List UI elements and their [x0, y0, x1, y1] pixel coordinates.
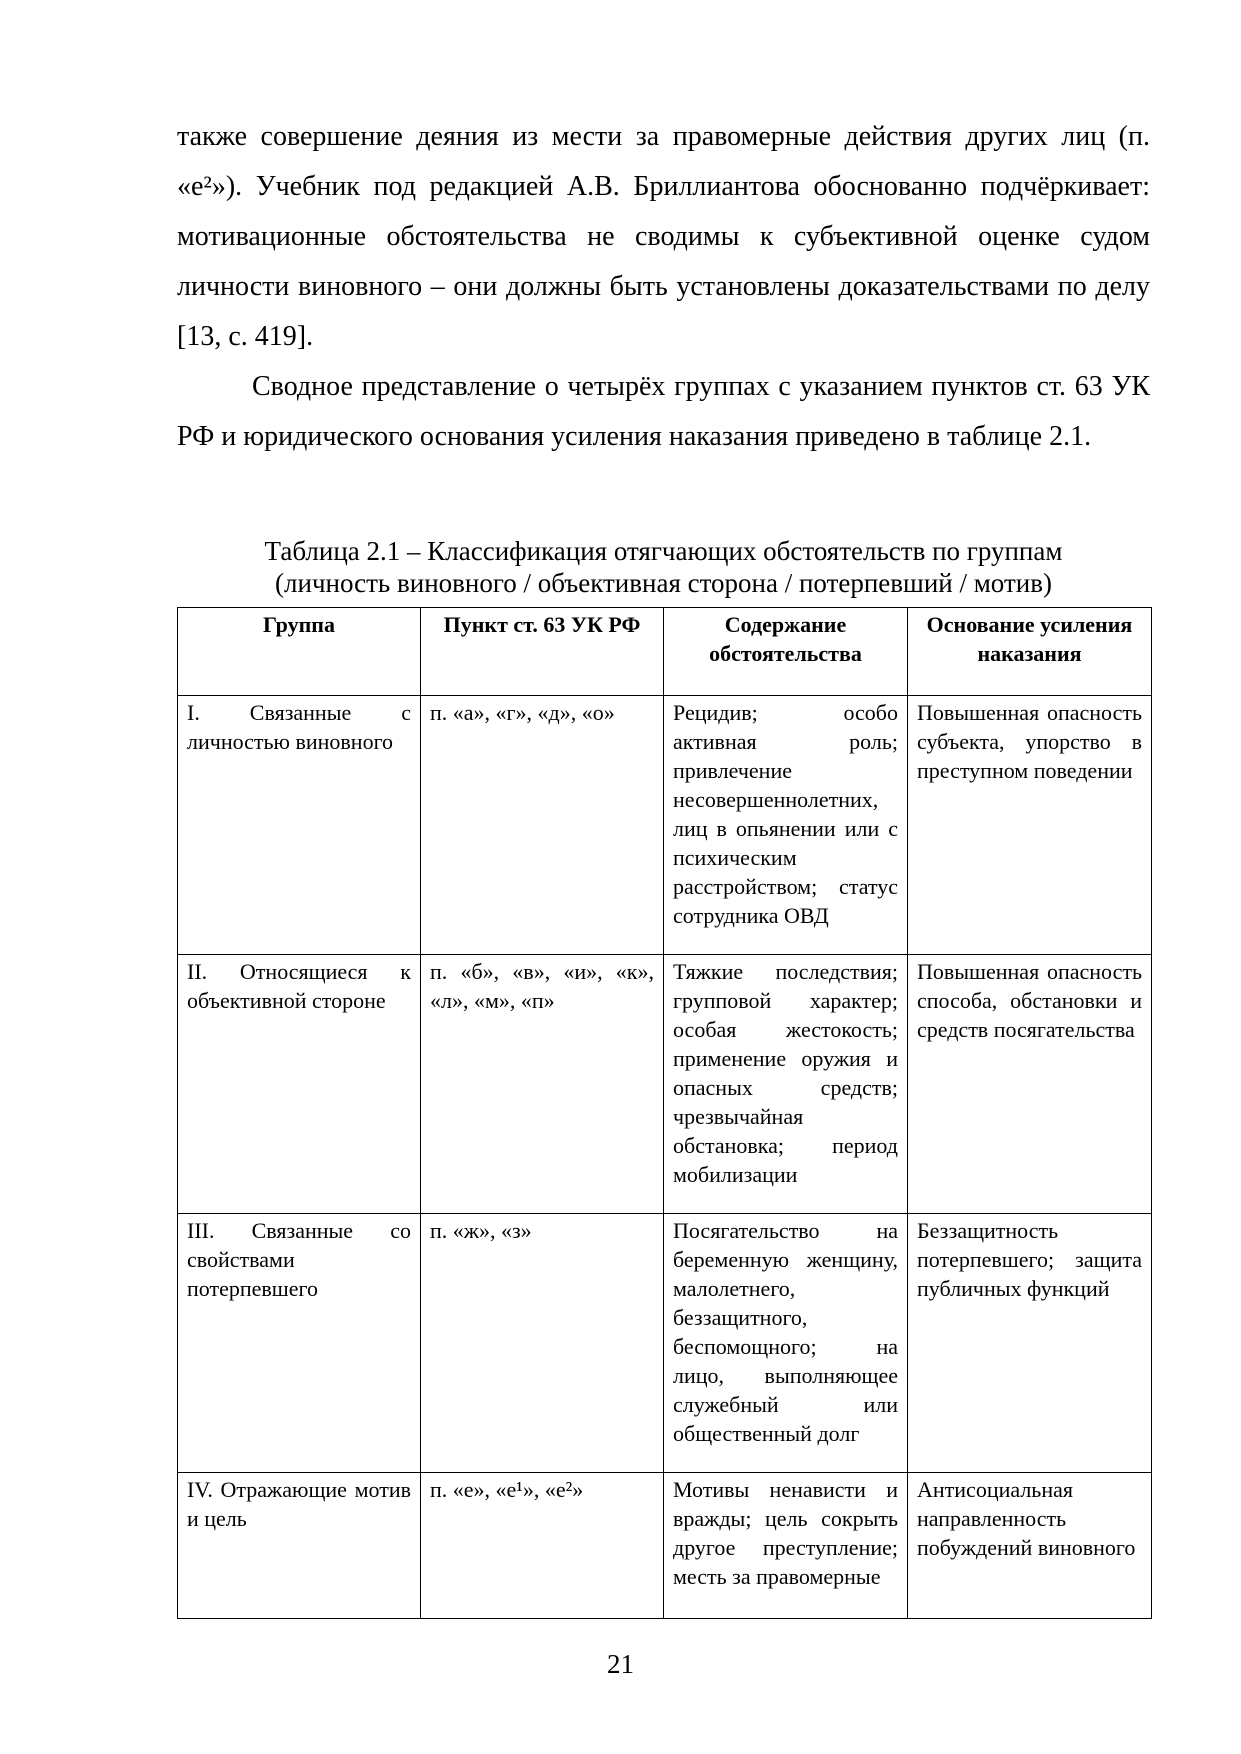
header-points: Пункт ст. 63 УК РФ — [421, 608, 664, 696]
cell-basis: Антисоциальная направленность побуждений виновного — [908, 1473, 1152, 1619]
cell-points: п. «ж», «з» — [421, 1214, 664, 1473]
page-number: 21 — [607, 1649, 634, 1679]
cell-content: Мотивы ненависти и вражды; цель сокрыть другое преступление; месть за правомерные — [673, 1477, 898, 1589]
cell-points: п. «б», «в», «и», «к», «л», «м», «п» — [421, 955, 664, 1214]
table-row — [178, 696, 1152, 955]
table-caption-line-2: (личность виновного / объективная сторона / потерпевший / мотив) — [275, 568, 1052, 598]
table-row — [178, 955, 1152, 1214]
cell-content: Посягательство на беременную женщину, малолетнего, беззащитного, беспомощного; на лицо, выполняющее служебный или общественный долг — [664, 1214, 908, 1473]
cell-points: п. «а», «г», «д», «о» — [421, 696, 664, 955]
table-header-row — [178, 608, 1152, 696]
cell-group: II. Относящиеся к объективной стороне — [178, 955, 421, 1214]
cell-points: п. «е», «е¹», «е²» — [421, 1473, 664, 1619]
cell-content: Тяжкие последствия; групповой характер; особая жестокость; применение оружия и опасных средств; чрезвычайная обстановка; период мобилизации — [664, 955, 908, 1214]
cell-content-wrap — [664, 1473, 908, 1619]
cell-basis: Беззащитность потерпевшего; защита публичных функций — [908, 1214, 1152, 1473]
cell-content: Рецидив; особо активная роль; привлечение несовершеннолетних, лиц в опьянении или с психическим расстройством; статус сотрудника ОВД — [664, 696, 908, 955]
table-caption — [177, 535, 1150, 599]
cell-group: III. Связанные со свойствами потерпевшего — [178, 1214, 421, 1473]
header-basis: Основание усиления наказания — [908, 608, 1152, 696]
cell-basis: Повышенная опасность субъекта, упорство в преступном поведении — [908, 696, 1152, 955]
header-group: Группа — [178, 608, 421, 696]
table-caption-line-1: Таблица 2.1 – Классификация отягчающих обстоятельств по группам — [264, 536, 1063, 566]
body-text — [177, 112, 1150, 462]
paragraph-1: также совершение деяния из мести за правомерные действия других лиц (п. «е²»). Учебник под редакцией А.В. Бриллиантова обоснованно подчёркивает: мотивационные обстоятельства не сводимы к субъективной оценке судом личности виновного – они должны быть установлены доказательствами по делу [13, с. 419]. — [177, 121, 1150, 352]
table-row — [178, 1473, 1152, 1619]
cell-group: I. Связанные с личностью виновного — [178, 696, 421, 955]
classification-table — [177, 607, 1152, 1619]
paragraph-2: Сводное представление о четырёх группах с указанием пунктов ст. 63 УК РФ и юридического основания усиления наказания приведено в таблице 2.1. — [177, 371, 1150, 452]
header-content: Содержание обстоятельства — [664, 608, 908, 696]
cell-basis: Повышенная опасность способа, обстановки и средств посягательства — [908, 955, 1152, 1214]
table-row — [178, 1214, 1152, 1473]
cell-group: IV. Отражающие мотив и цель — [178, 1473, 421, 1619]
